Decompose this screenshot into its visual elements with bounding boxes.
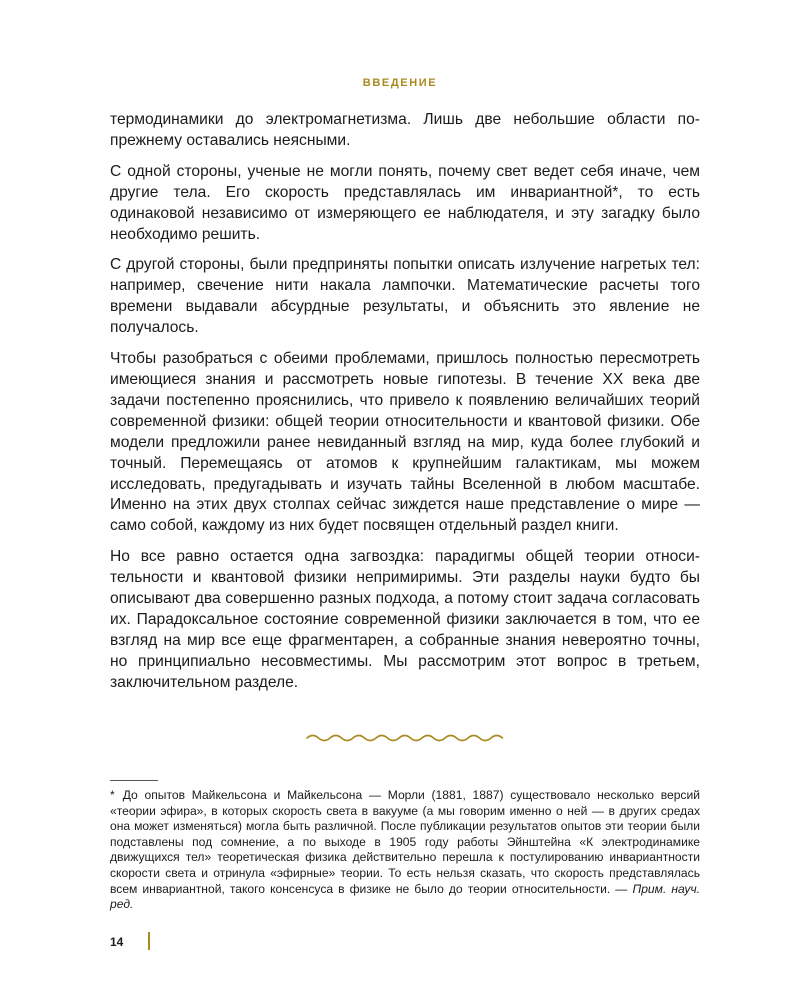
running-head: ВВЕДЕНИЕ — [362, 77, 438, 89]
paragraph-3: С другой стороны, были предприняты попытки описать излучение нагретых тел: например, свечение нити накала лампочки. Математические расчеты того времени выдавали абсурдные результаты, и объяснить это явление не получалось. — [110, 256, 700, 337]
footnote-divider — [110, 780, 158, 781]
wave-ornament — [305, 729, 505, 747]
paragraph-4: Чтобы разобраться с обеими проблемами, пришлось полностью пересмотреть имеющиеся знания и рассмотреть новые гипотезы. В течение XX века две задачи постепенно прояснились, что привело к появлению величайших теорий современной физики: общей теории относительности и квантовой физики. Обе модели предложили ранее невиданный взгляд на мир, куда более глубокий и точный. Перемещаясь от атомов к крупнейшим галактикам, мы можем исследовать, предугадывать и изучать тайны Вселенной в любом масштабе. Именно на этих двух столпах сейчас зиждется наше представление о мире — само собой, каждому из них будет посвящен отдельный раздел книги. — [110, 350, 700, 535]
footnote-text: До опытов Майкельсона и Майкельсона — Морли (1881, 1887) существовало несколько версий «теории эфира», в которых скорость света в вакууме (а мы говорим именно о ней — в других средах она может изменяться) могла быть различной. После публикации результатов опытов эти теории были подставлены под сомнение, а по выходе в 1905 году работы Эйнштейна «К электродинамике движущихся тел» теоретическая физика действительно перешла к постулированию инвариантности скорости света и отринула «эфирные» теории. То есть нельзя сказать, что скорость представлялась всем инвариантной, такого консенсуса в физике не было до теории относительности. — — [110, 788, 700, 896]
paragraph-5: Но все равно остается одна загвоздка: парадигмы общей теории относительности и квантовой физики непримиримы. Эти разделы науки будто бы описывают два совершенно разных подхода, а потому стоит задача согласовать их. Парадоксальное состояние современной физики заключается в том, что ее взгляд на мир все еще фрагментарен, а собранные знания невероятно точны, но принципиально несовместимы. Мы рассмотрим этот вопрос в третьем, заключительном разделе. — [110, 548, 700, 691]
footnote-attribution: Прим. науч. ред. — [110, 881, 700, 912]
footnote-marker: * — [110, 788, 115, 802]
body-text — [110, 110, 700, 704]
page-number: 14 — [110, 935, 124, 949]
page-number-bar — [148, 932, 150, 950]
paragraph-2: С одной стороны, ученые не могли понять, почему свет ведет себя иначе, чем другие тела. Его скорость представлялась им инвариантной*, то есть одинаковой независимо от измеряющего ее наблюдателя, и эту загадку было необходимо решить. — [110, 162, 700, 243]
footnote — [110, 788, 700, 913]
paragraph-1: термодинамики до электромагнетизма. Лишь две небольшие области по-прежнему оставались неясными. — [110, 111, 700, 149]
